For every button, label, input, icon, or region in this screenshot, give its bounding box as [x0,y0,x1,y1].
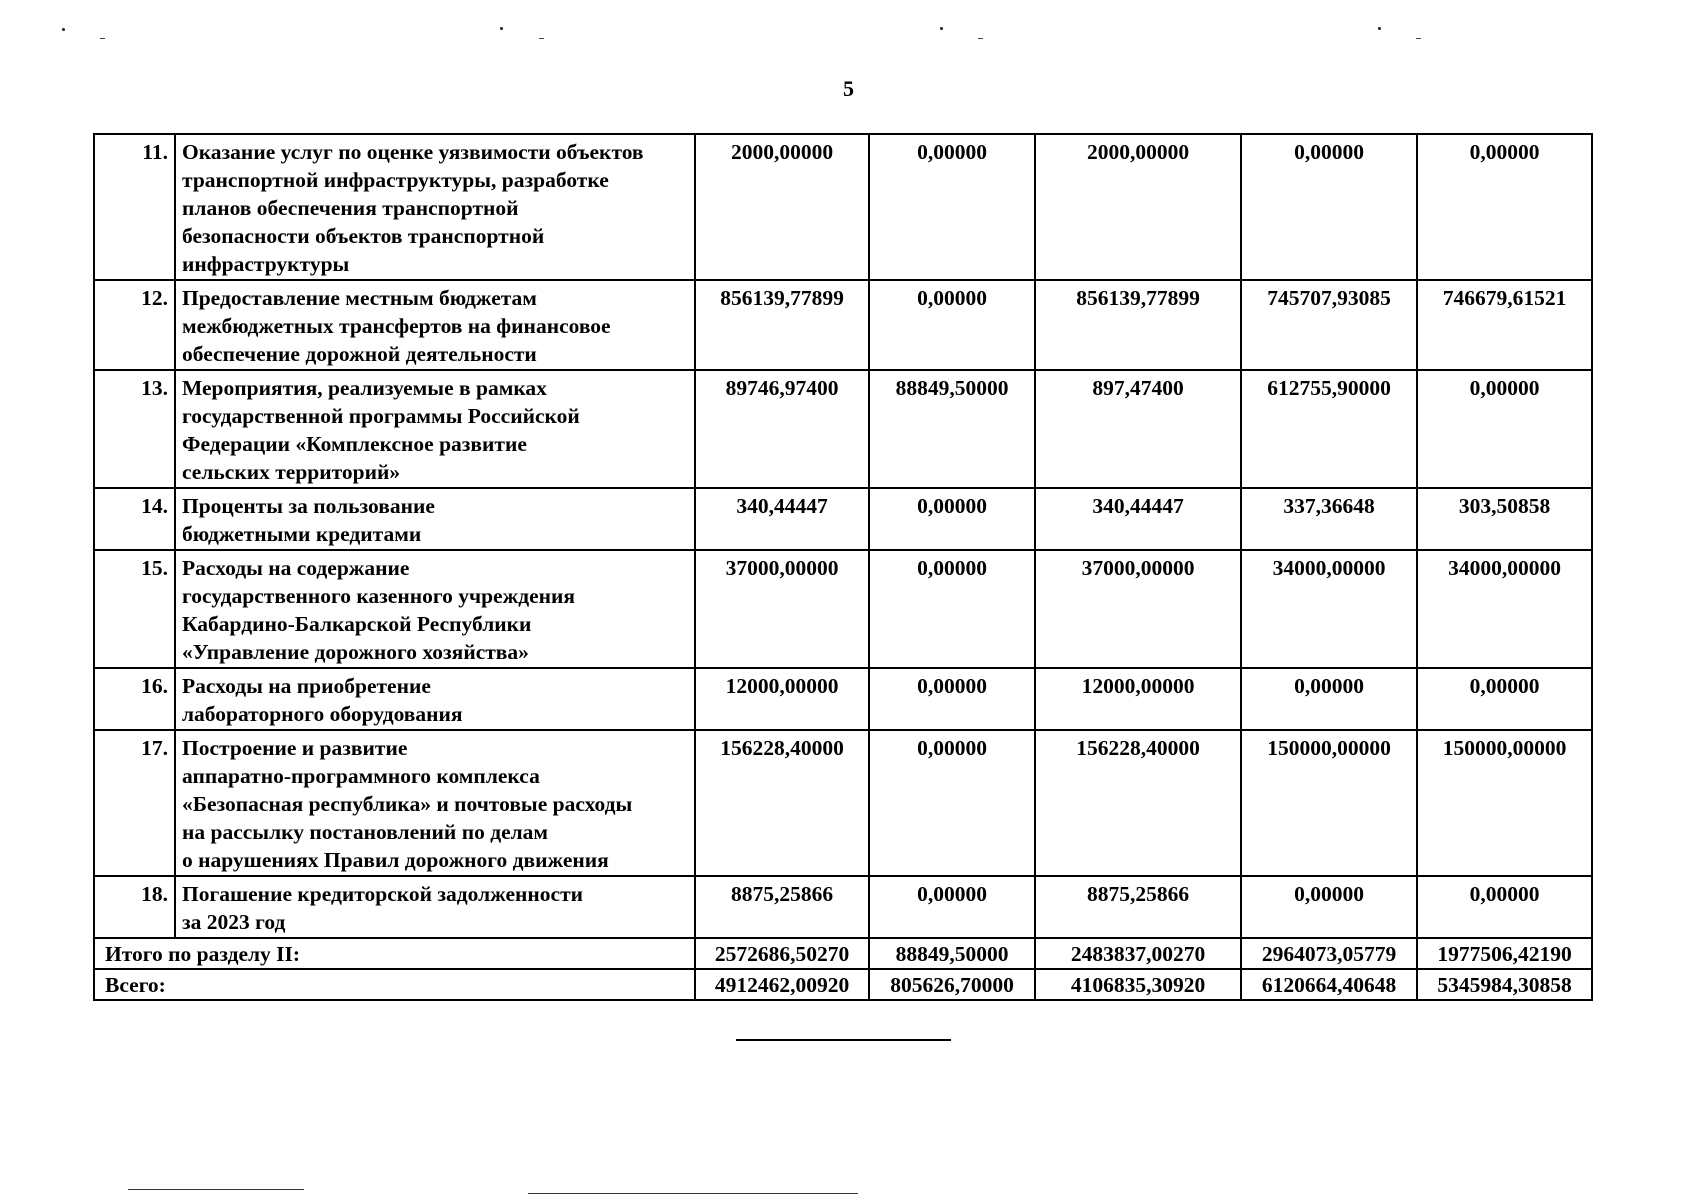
amount-col-4: 612755,90000 [1241,370,1417,488]
table-row [94,134,1592,280]
total-amount-col-3: 4106835,30920 [1035,969,1241,1000]
description-line: Построение и развитие [182,736,408,760]
amount-col-3: 340,44447 [1035,488,1241,550]
amount-col-1: 2000,00000 [695,134,869,280]
row-number: 11. [94,134,175,280]
description-line: за 2023 год [182,910,286,934]
row-description [175,370,695,488]
description-line: транспортной инфраструктуры, разработке [182,168,609,192]
footer-rule-center [528,1193,858,1194]
description-line: безопасности объектов транспортной [182,224,545,248]
amount-col-2: 0,00000 [869,280,1035,370]
row-number: 15. [94,550,175,668]
total-amount-col-3: 2483837,00270 [1035,938,1241,969]
table-row [94,876,1592,938]
amount-col-5: 0,00000 [1417,370,1592,488]
description-line: на рассылку постановлений по делам [182,820,549,844]
description-line: «Безопасная республика» и почтовые расходы [182,792,633,816]
amount-col-5: 0,00000 [1417,876,1592,938]
total-amount-col-1: 2572686,50270 [695,938,869,969]
amount-col-3: 8875,25866 [1035,876,1241,938]
description-line: аппаратно-программного комплекса [182,764,540,788]
description-line: Предоставление местным бюджетам [182,286,537,310]
amount-col-5: 150000,00000 [1417,730,1592,876]
amount-col-3: 156228,40000 [1035,730,1241,876]
table-row [94,488,1592,550]
amount-col-2: 0,00000 [869,134,1035,280]
description-line: лабораторного оборудования [182,702,463,726]
amount-col-4: 745707,93085 [1241,280,1417,370]
description-line: Мероприятия, реализуемые в рамках [182,376,547,400]
amount-col-3: 2000,00000 [1035,134,1241,280]
amount-col-4: 0,00000 [1241,668,1417,730]
row-description [175,668,695,730]
amount-col-4: 0,00000 [1241,876,1417,938]
description-line: бюджетными кредитами [182,522,422,546]
amount-col-1: 340,44447 [695,488,869,550]
amount-col-1: 156228,40000 [695,730,869,876]
amount-col-5: 746679,61521 [1417,280,1592,370]
description-line: Расходы на содержание [182,556,410,580]
amount-col-1: 8875,25866 [695,876,869,938]
page-number: 5 [843,76,854,101]
amount-col-5: 0,00000 [1417,134,1592,280]
amount-col-2: 0,00000 [869,668,1035,730]
row-description [175,730,695,876]
amount-col-1: 12000,00000 [695,668,869,730]
amount-col-2: 0,00000 [869,730,1035,876]
description-line: «Управление дорожного хозяйства» [182,640,529,664]
row-description [175,550,695,668]
table-row [94,668,1592,730]
amount-col-2: 0,00000 [869,550,1035,668]
amount-col-2: 0,00000 [869,488,1035,550]
description-line: Оказание услуг по оценке уязвимости объектов [182,140,644,164]
total-amount-col-4: 2964073,05779 [1241,938,1417,969]
description-line: Федерации «Комплексное развитие [182,432,527,456]
description-line: Расходы на приобретение [182,674,431,698]
closing-rule [736,1039,951,1041]
description-line: Погашение кредиторской задолженности [182,882,584,906]
amount-col-4: 150000,00000 [1241,730,1417,876]
description-line: Кабардино-Балкарской Республики [182,612,532,636]
total-amount-col-2: 805626,70000 [869,969,1035,1000]
total-amount-col-4: 6120664,40648 [1241,969,1417,1000]
total-row [94,938,1592,969]
amount-col-1: 37000,00000 [695,550,869,668]
amount-col-2: 0,00000 [869,876,1035,938]
total-amount-col-1: 4912462,00920 [695,969,869,1000]
row-number: 18. [94,876,175,938]
row-number: 16. [94,668,175,730]
amount-col-3: 37000,00000 [1035,550,1241,668]
total-amount-col-5: 5345984,30858 [1417,969,1592,1000]
amount-col-4: 337,36648 [1241,488,1417,550]
description-line: инфраструктуры [182,252,350,276]
row-description [175,280,695,370]
description-line: государственной программы Российской [182,404,580,428]
table-row [94,550,1592,668]
description-line: межбюджетных трансфертов на финансовое [182,314,611,338]
total-label: Всего: [94,969,695,1000]
description-line: Проценты за пользование [182,494,435,518]
table-row [94,280,1592,370]
row-number: 14. [94,488,175,550]
total-amount-col-5: 1977506,42190 [1417,938,1592,969]
total-row [94,969,1592,1000]
amount-col-4: 0,00000 [1241,134,1417,280]
description-line: планов обеспечения транспортной [182,196,519,220]
description-line: о нарушениях Правил дорожного движения [182,848,609,872]
description-line: обеспечение дорожной деятельности [182,342,537,366]
budget-table [93,133,1593,1001]
total-label: Итого по разделу II: [94,938,695,969]
table-row [94,370,1592,488]
amount-col-5: 303,50858 [1417,488,1592,550]
amount-col-5: 0,00000 [1417,668,1592,730]
row-number: 17. [94,730,175,876]
description-line: государственного казенного учреждения [182,584,576,608]
amount-col-5: 34000,00000 [1417,550,1592,668]
row-number: 12. [94,280,175,370]
amount-col-4: 34000,00000 [1241,550,1417,668]
table-row [94,730,1592,876]
amount-col-1: 89746,97400 [695,370,869,488]
footer-rule-left [128,1189,304,1190]
amount-col-2: 88849,50000 [869,370,1035,488]
description-line: сельских территорий» [182,460,401,484]
amount-col-3: 856139,77899 [1035,280,1241,370]
amount-col-1: 856139,77899 [695,280,869,370]
row-description [175,876,695,938]
row-description [175,134,695,280]
total-amount-col-2: 88849,50000 [869,938,1035,969]
amount-col-3: 12000,00000 [1035,668,1241,730]
amount-col-3: 897,47400 [1035,370,1241,488]
row-number: 13. [94,370,175,488]
row-description [175,488,695,550]
